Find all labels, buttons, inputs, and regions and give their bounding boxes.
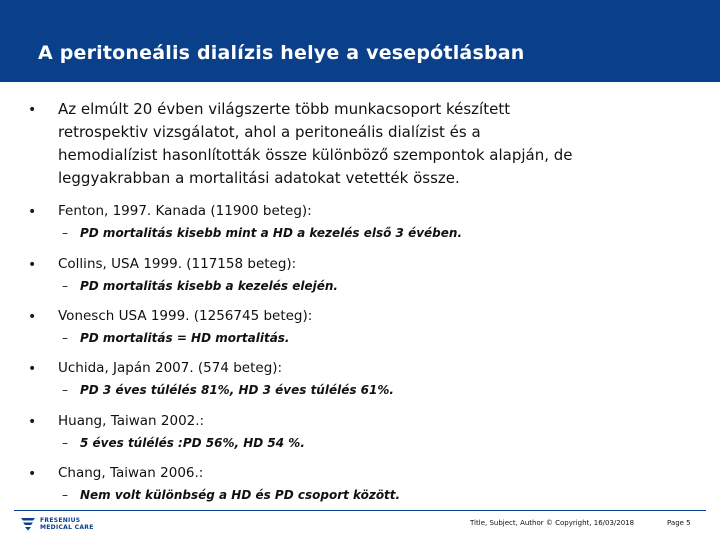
slide-title: A peritoneális dialízis helye a vesepótlásban: [38, 42, 525, 64]
title-bar: [0, 0, 720, 82]
logo-wordmark: [40, 517, 94, 531]
sub-dash: –: [62, 279, 68, 293]
study-bullet-marker: •: [28, 414, 37, 430]
study-bullet-marker: •: [28, 361, 37, 377]
study-bullet-marker: •: [28, 466, 37, 482]
study-fenton-result: PD mortalitás kisebb mint a HD a kezelés első 3 évében.: [80, 226, 463, 240]
intro-text-line-1: Az elmúlt 20 évben világszerte több munkacsoport készített: [58, 100, 511, 118]
study-vonesch-result: PD mortalitás = HD mortalitás.: [80, 331, 290, 345]
sub-dash: –: [62, 383, 68, 397]
sub-dash: –: [62, 331, 68, 345]
study-collins: Collins, USA 1999. (117158 beteg):: [58, 256, 297, 272]
intro-bullet-marker: •: [28, 102, 37, 118]
fresenius-logo-icon: [20, 517, 36, 531]
sub-dash: –: [62, 436, 68, 450]
page-number: Page 5: [667, 519, 691, 527]
sub-dash: –: [62, 488, 68, 502]
study-chang-result: Nem volt különbség a HD és PD csoport között.: [80, 488, 401, 502]
study-huang-result: 5 éves túlélés :PD 56%, HD 54 %.: [80, 436, 305, 450]
study-bullet-marker: •: [28, 204, 37, 220]
study-uchida: Uchida, Japán 2007. (574 beteg):: [58, 360, 283, 376]
footer-info: Title, Subject, Author © Copyright, 16/03/2018: [470, 519, 635, 527]
study-huang: Huang, Taiwan 2002.:: [58, 413, 205, 429]
fresenius-logo: [20, 517, 100, 533]
intro-text-line-2: retrospektiv vizsgálatot, ahol a peritoneális dialízist és a: [58, 123, 481, 141]
study-chang: Chang, Taiwan 2006.:: [58, 465, 204, 481]
logo-line-2: MEDICAL CARE: [40, 524, 94, 531]
study-fenton: Fenton, 1997. Kanada (11900 beteg):: [58, 203, 312, 219]
study-bullet-marker: •: [28, 257, 37, 273]
intro-text-line-3: hemodialízist hasonlították össze különböző szempontok alapján, de: [58, 146, 573, 164]
study-collins-result: PD mortalitás kisebb a kezelés elején.: [80, 279, 338, 293]
study-uchida-result: PD 3 éves túlélés 81%, HD 3 éves túlélés 61%.: [80, 383, 394, 397]
footer-divider: [14, 510, 706, 511]
sub-dash: –: [62, 226, 68, 240]
intro-text-line-4: leggyakrabban a mortalitási adatokat vetették össze.: [58, 169, 460, 187]
logo-line-1: FRESENIUS: [40, 517, 81, 524]
study-bullet-marker: •: [28, 309, 37, 325]
study-vonesch: Vonesch USA 1999. (1256745 beteg):: [58, 308, 313, 324]
